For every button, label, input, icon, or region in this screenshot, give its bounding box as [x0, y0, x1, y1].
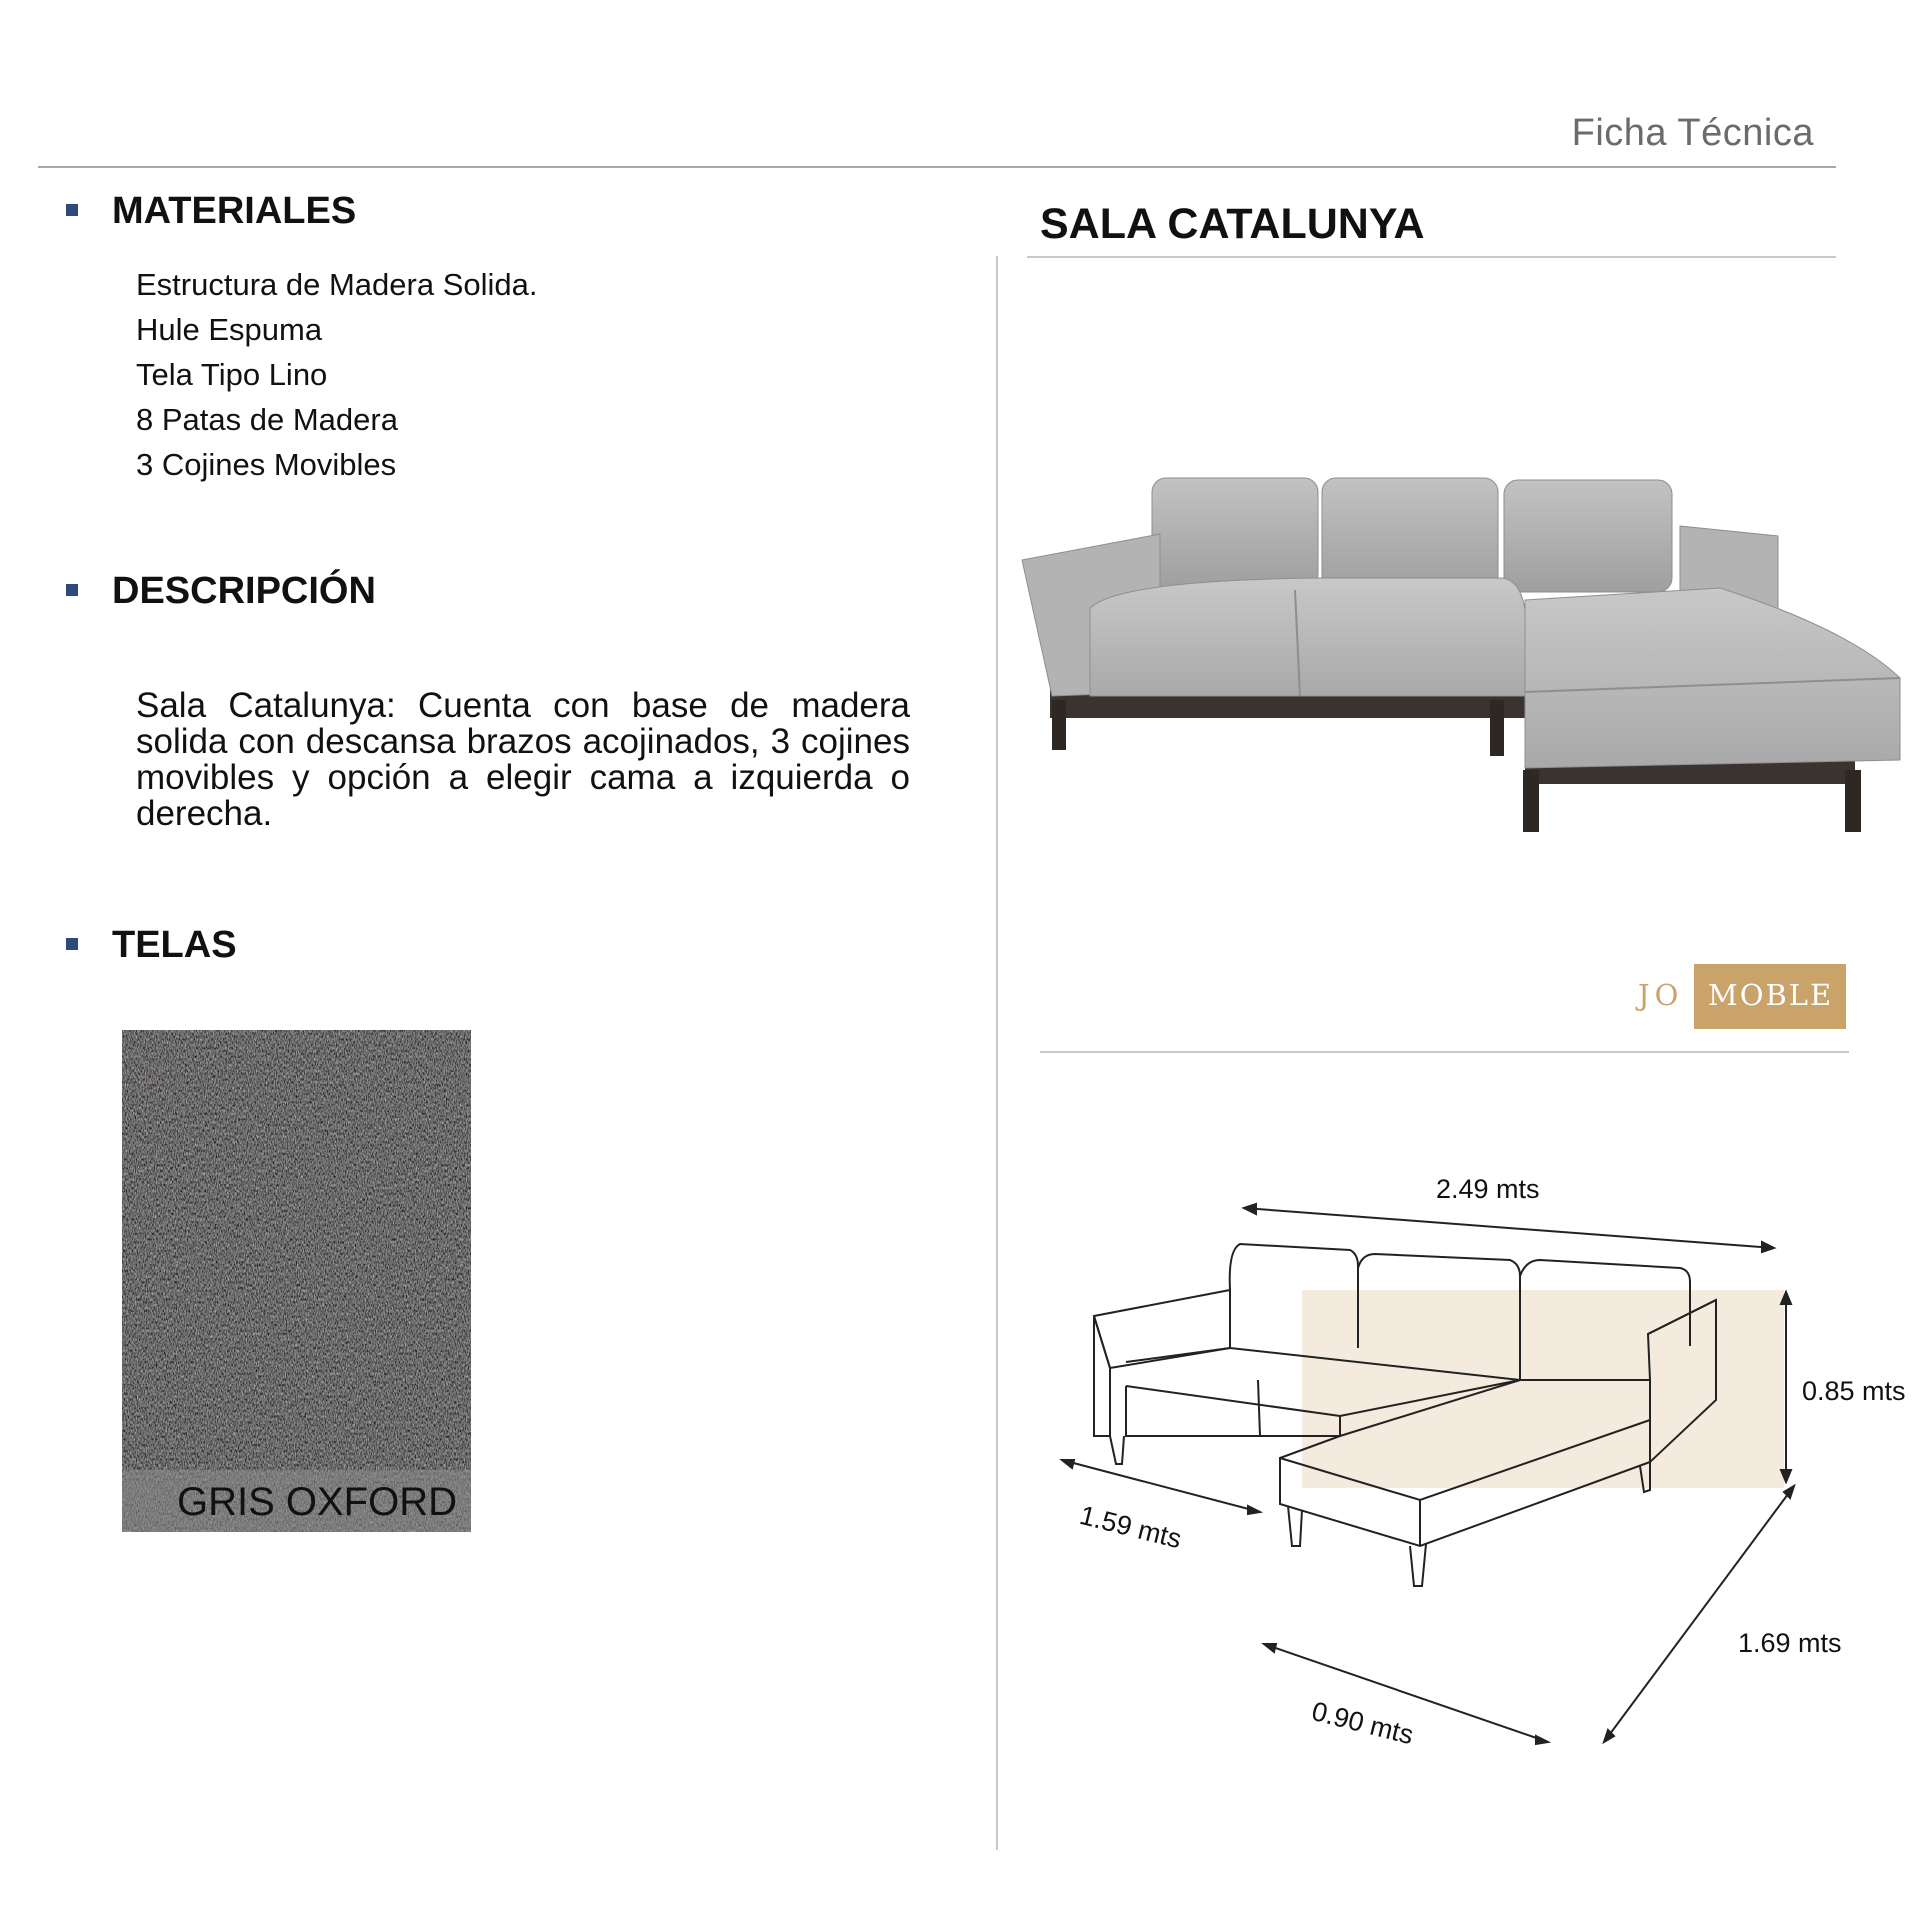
logo-text-moble: MOBLE [1708, 978, 1834, 1012]
fabrics-heading: TELAS [112, 924, 237, 966]
description-heading: DESCRIPCIÓN [112, 570, 376, 612]
materials-item: 8 Patas de Madera [136, 402, 398, 437]
column-divider [996, 256, 998, 1850]
description-text: Sala Catalunya: Cuenta con base de madera solida con descansa brazos acojinados, 3 cojines movibles y opción a elegir cama a izquierda o derecha. [136, 686, 910, 833]
fabric-name: GRIS OXFORD [176, 1480, 457, 1524]
sofa-photo [1020, 460, 1910, 880]
dimension-chaise-length-label: 1.69 mts [1738, 1628, 1842, 1658]
materials-list [136, 262, 538, 487]
product-title-divider [1027, 256, 1836, 258]
fabric-texture [122, 1030, 471, 1532]
square-bullet-icon [66, 584, 78, 596]
product-title: SALA CATALUNYA [1040, 200, 1425, 248]
dimension-width-label: 2.49 mts [1436, 1174, 1540, 1204]
materials-item: Tela Tipo Lino [136, 357, 328, 392]
dimension-chaise-width-label: 0.90 mts [1308, 1696, 1417, 1751]
sofa-line-drawing [1040, 1150, 1910, 1790]
logo-text-jo: JO [1638, 978, 1684, 1012]
materials-heading: MATERIALES [112, 190, 357, 232]
fabric-swatch [122, 1030, 471, 1532]
document-title: Ficha Técnica [1571, 112, 1814, 154]
square-bullet-icon [66, 204, 78, 216]
materials-item: 3 Cojines Movibles [136, 447, 397, 482]
square-bullet-icon [66, 938, 78, 950]
materials-item: Estructura de Madera Solida. [136, 267, 538, 302]
section-divider [1040, 1051, 1849, 1053]
materials-item: Hule Espuma [136, 312, 323, 347]
dimension-depth-label: 1.59 mts [1076, 1500, 1185, 1555]
dimension-height-label: 0.85 mts [1802, 1376, 1906, 1406]
header-divider [38, 166, 1836, 168]
